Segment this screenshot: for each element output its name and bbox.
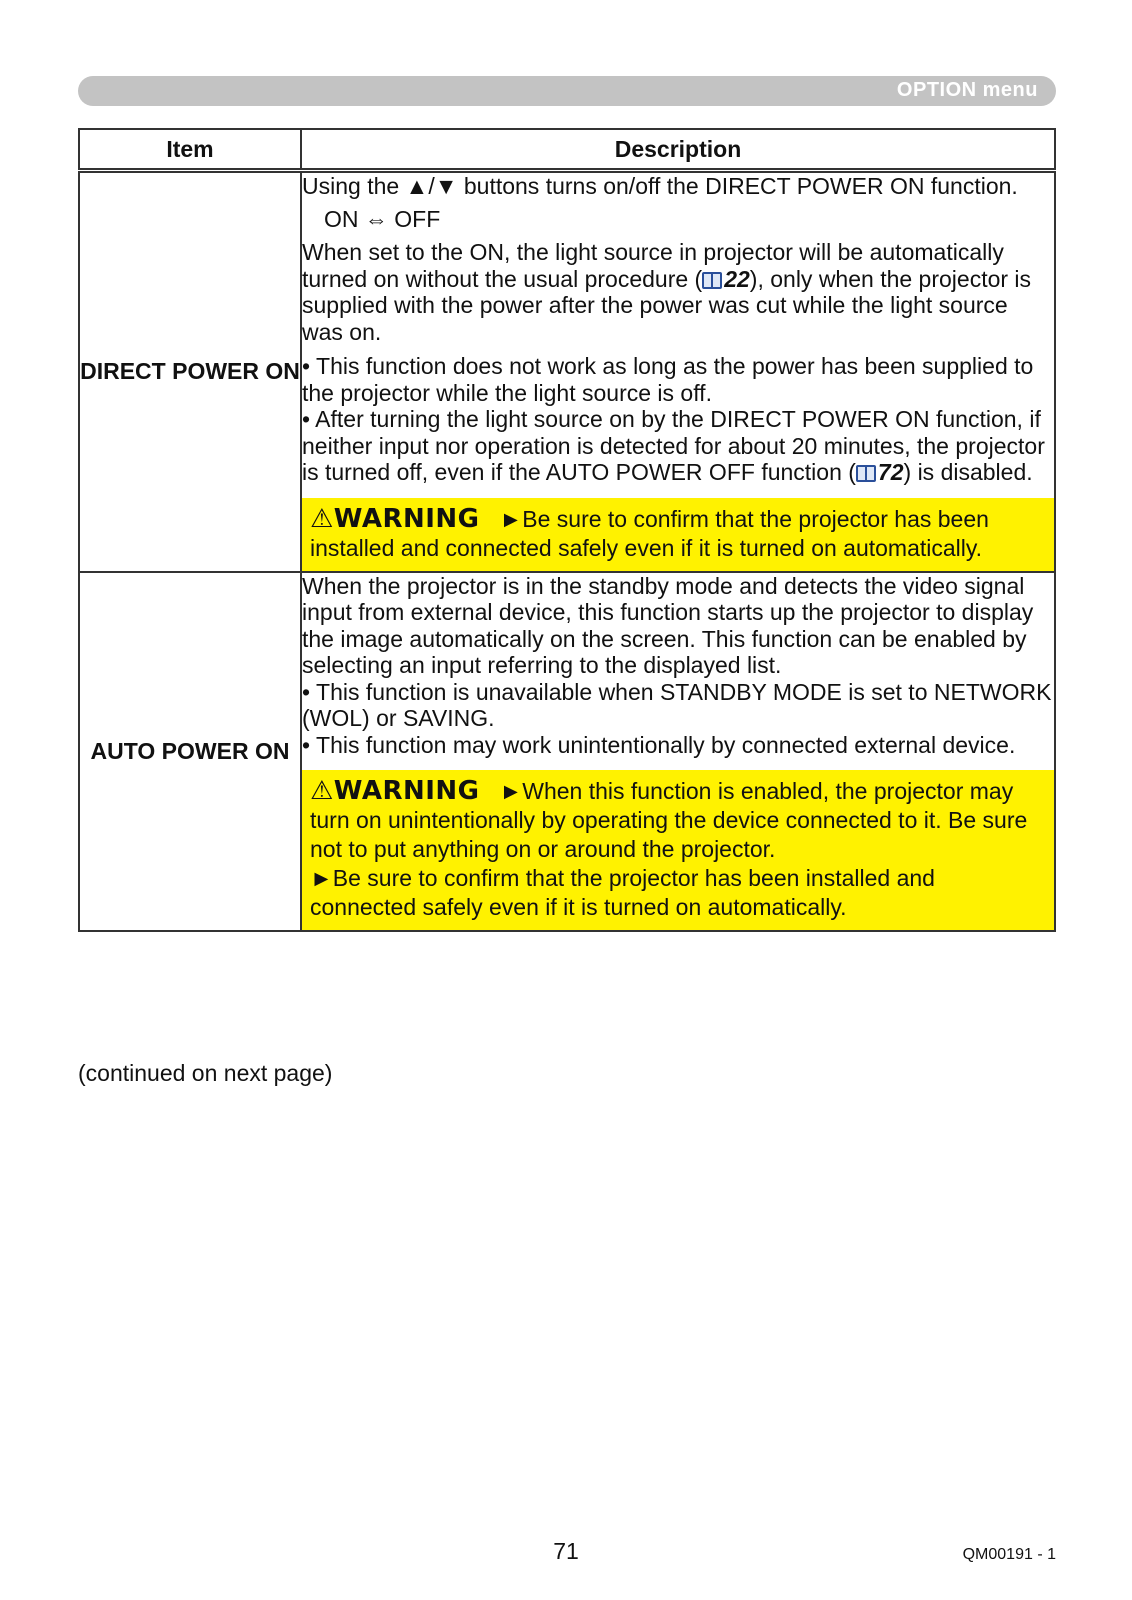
section-title: OPTION menu	[896, 79, 1038, 101]
warning-box	[302, 770, 1054, 930]
item-auto-power-on	[79, 572, 301, 932]
item-label: AUTO POWER ON	[90, 737, 290, 764]
warning-text: ►When this function is enabled, the projector may turn on unintentionally by operating the device connected to it. Be sure not to put anything on or around the projector.	[310, 778, 1028, 862]
item-label: DIRECT POWER ON	[80, 358, 300, 385]
table-row	[79, 572, 1055, 932]
book-reference-icon	[702, 272, 722, 289]
warning-text-2: ►Be sure to confirm that the projector has been installed and connected safely even if it is turned on automatically.	[310, 865, 935, 920]
bullet-note: • After turning the light source on by the DIRECT POWER ON function, if neither input nor operation is detected for about 20 minutes, the projector is turned off, even if the AUTO POWER OFF function ( 72) is disabled.	[302, 406, 1045, 485]
page-reference: 72	[877, 459, 904, 485]
page-reference: 22	[724, 265, 750, 292]
description-paragraph: Using the ▲/▼ buttons turns on/off the DIRECT POWER ON function.	[302, 173, 1018, 199]
description-auto-power-on	[301, 572, 1055, 932]
option-menu-table	[78, 128, 1056, 932]
column-header-description: Description	[301, 129, 1055, 171]
warning-text: ►Be sure to confirm that the projector has been installed and connected safely even if it is turned on automatically.	[310, 505, 989, 561]
warning-label: ⚠WARNING	[310, 776, 480, 806]
description-paragraph: When set to the ON, the light source in projector will be automatically turned on without the usual procedure ( 22), only when the projector is supplied with the power after the power was cut while the light source was on.	[302, 239, 1032, 345]
column-header-item: Item	[79, 129, 301, 171]
warning-label: ⚠WARNING	[310, 503, 480, 534]
bullet-note: • This function may work unintentionally by connected external device.	[302, 731, 1016, 758]
table-row	[79, 171, 1055, 572]
book-reference-icon	[856, 465, 876, 482]
description-direct-power-on	[301, 171, 1055, 572]
document-code: QM00191 - 1	[962, 1546, 1056, 1563]
bullet-note: • This function is unavailable when STANDBY MODE is set to NETWORK (WOL) or SAVING.	[302, 678, 1052, 731]
page-number: 71	[553, 1538, 579, 1564]
table-header-row	[79, 129, 1055, 171]
continued-note: (continued on next page)	[78, 1060, 333, 1086]
warning-box	[302, 498, 1054, 571]
on-off-options: ON ⇔ OFF	[324, 205, 441, 232]
description-paragraph: When the projector is in the standby mode and detects the video signal input from external device, this function starts up the projector to display the image automatically on the screen. This function can be enabled by selecting an input referring to the displayed list.	[302, 572, 1034, 678]
bullet-note: • This function does not work as long as the power has been supplied to the projector while the light source is off.	[302, 353, 1034, 406]
item-direct-power-on	[79, 171, 301, 572]
section-header-bar	[78, 76, 1056, 106]
